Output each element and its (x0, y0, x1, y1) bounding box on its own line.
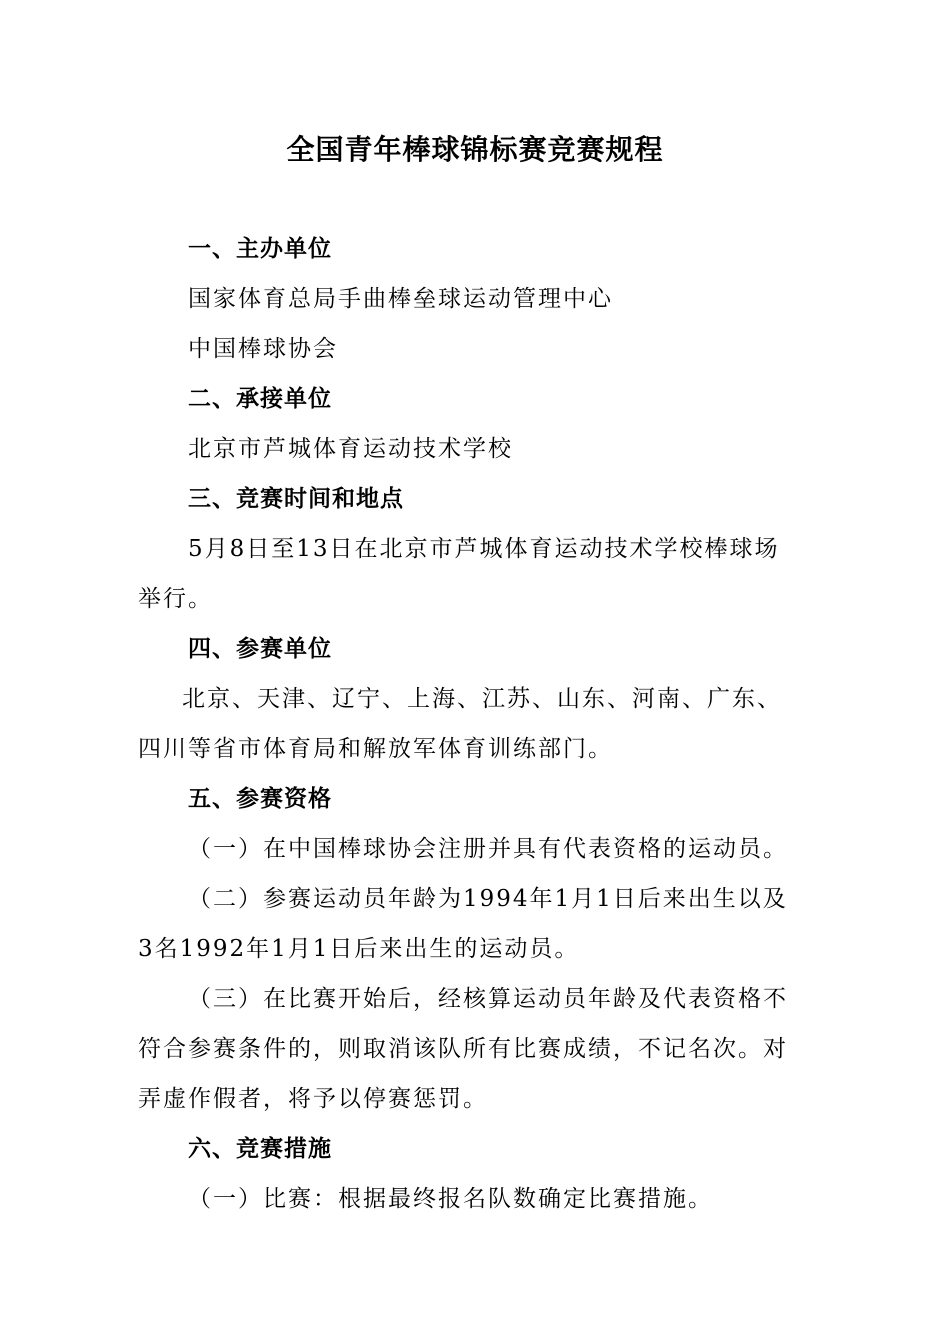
paragraph-line: （一）在中国棒球协会注册并具有代表资格的运动员。 (188, 836, 788, 862)
paragraph-line: （三）在比赛开始后，经核算运动员年龄及代表资格不 (188, 986, 788, 1012)
section-heading: 二、承接单位 (188, 386, 332, 412)
paragraph-line: 5月8日至13日在北京市芦城体育运动技术学校棒球场 (188, 536, 780, 562)
section-heading: 三、竞赛时间和地点 (188, 486, 404, 512)
paragraph-line: 3名1992年1月1日后来出生的运动员。 (138, 936, 580, 962)
paragraph-line: 举行。 (138, 586, 213, 612)
paragraph-line: （一）比赛：根据最终报名队数确定比赛措施。 (188, 1186, 713, 1212)
paragraph-line: 符合参赛条件的，则取消该队所有比赛成绩，不记名次。对 (138, 1036, 788, 1062)
paragraph-line: 四川等省市体育局和解放军体育训练部门。 (138, 736, 613, 762)
section-heading: 一、主办单位 (188, 236, 332, 262)
paragraph-line: 国家体育总局手曲棒垒球运动管理中心 (188, 286, 613, 312)
paragraph-line: （二）参赛运动员年龄为1994年1月1日后来出生以及 (188, 886, 788, 912)
paragraph-line: 北京市芦城体育运动技术学校 (188, 436, 513, 462)
section-heading: 五、参赛资格 (188, 786, 332, 812)
paragraph-line: 中国棒球协会 (188, 336, 338, 362)
section-heading: 六、竞赛措施 (188, 1136, 332, 1162)
paragraph-line: 北京、天津、辽宁、上海、江苏、山东、河南、广东、 (182, 686, 782, 712)
paragraph-line: 弄虚作假者，将予以停赛惩罚。 (138, 1086, 488, 1112)
document-title: 全国青年棒球锦标赛竞赛规程 (286, 133, 664, 166)
document-body (138, 224, 818, 1224)
section-heading: 四、参赛单位 (188, 636, 332, 662)
